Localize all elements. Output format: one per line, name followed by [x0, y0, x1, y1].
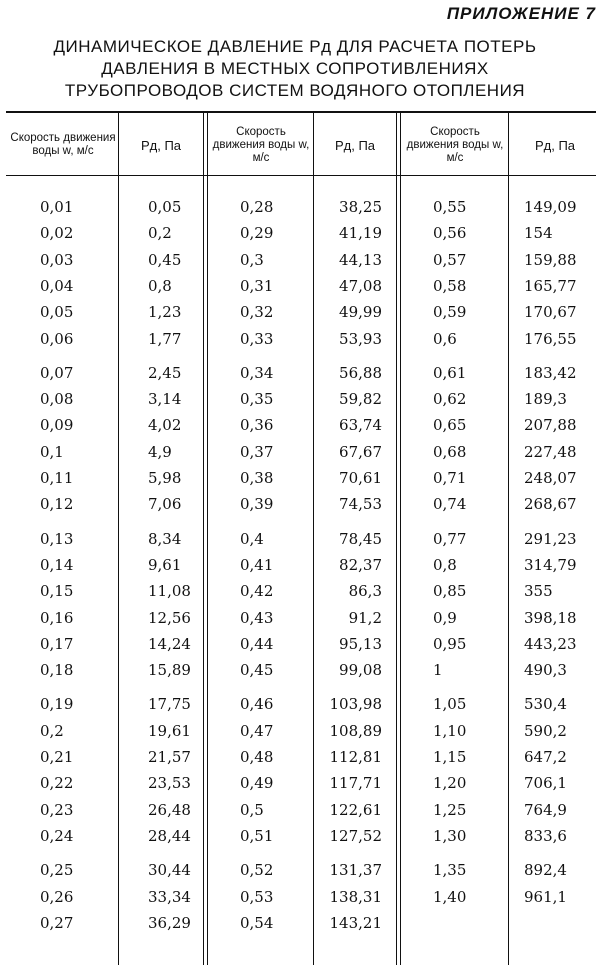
pressure-cell: 12,56: [148, 608, 191, 627]
velocity-cell: 0,31: [240, 276, 274, 295]
velocity-cell: 0,07: [40, 363, 74, 382]
pressure-cell: 108,89: [329, 721, 382, 740]
velocity-cell: 0,24: [40, 826, 74, 845]
pressure-cell: 36,29: [148, 913, 191, 932]
pressure-cell: 443,23: [524, 634, 577, 653]
column-divider: [203, 112, 204, 965]
velocity-cell: 0,54: [240, 913, 274, 932]
pressure-cell: 248,07: [524, 469, 577, 487]
velocity-cell: 0,38: [240, 469, 274, 487]
pressure-cell: 63,74: [339, 416, 382, 435]
velocity-cell: 0,42: [240, 582, 274, 601]
column-divider: [207, 112, 208, 965]
column-divider: [313, 112, 314, 965]
column-divider: [400, 112, 401, 965]
column-divider: [396, 112, 397, 965]
velocity-cell: 0,33: [240, 329, 274, 348]
velocity-cell: 1,30: [433, 826, 467, 845]
velocity-cell: 0,36: [240, 416, 274, 435]
pressure-cell: 7,06: [148, 495, 182, 514]
pressure-cell: 3,14: [148, 390, 182, 409]
pressure-cell: 47,08: [339, 276, 382, 295]
pressure-cell: 49,99: [339, 303, 382, 322]
velocity-cell: 0,62: [433, 390, 467, 409]
velocity-cell: 0,39: [240, 495, 274, 514]
velocity-cell: 0,47: [240, 721, 274, 740]
pressure-cell: 19,61: [148, 721, 191, 740]
pressure-cell: 706,1: [524, 774, 567, 793]
velocity-cell: 0,59: [433, 303, 467, 322]
pressure-cell: 8,34: [148, 529, 182, 548]
velocity-cell: 0,25: [40, 861, 74, 880]
pressure-cell: 74,53: [339, 495, 382, 514]
pressure-cell: 122,61: [329, 800, 382, 819]
velocity-cell: 0,52: [240, 861, 274, 880]
velocity-cell: 0,13: [40, 529, 74, 548]
pressure-cell: 143,21: [329, 913, 382, 932]
pressure-cell: 590,2: [524, 721, 567, 740]
title-line: ТРУБОПРОВОДОВ СИСТЕМ ВОДЯНОГО ОТОПЛЕНИЯ: [64, 81, 526, 100]
pressure-cell: 138,31: [329, 887, 382, 906]
header-velocity-3: Скорость движения воды w, м/с: [406, 125, 504, 164]
velocity-cell: 0,48: [240, 748, 274, 766]
velocity-cell: 0,44: [240, 634, 274, 653]
velocity-cell: 0,8: [433, 555, 457, 574]
title-line: ДАВЛЕНИЯ В МЕСТНЫХ СОПРОТИВЛЕНИЯХ: [101, 59, 489, 78]
pressure-cell: 41,19: [339, 224, 382, 243]
velocity-cell: 0,71: [433, 469, 467, 487]
pressure-cell: 227,48: [524, 442, 577, 461]
pressure-cell: 95,13: [339, 634, 382, 653]
pressure-cell: 149,09: [524, 198, 577, 216]
velocity-cell: 0,29: [240, 224, 274, 243]
velocity-cell: 1,15: [433, 748, 467, 766]
velocity-cell: 1,40: [433, 887, 467, 906]
pressure-cell: 53,93: [339, 329, 382, 348]
pressure-cell: 82,37: [339, 555, 382, 574]
velocity-cell: 0,61: [433, 363, 467, 382]
velocity-cell: 0,04: [40, 276, 74, 295]
velocity-cell: 0,1: [40, 442, 64, 461]
velocity-cell: 0,06: [40, 329, 74, 348]
pressure-cell: 764,9: [524, 800, 567, 819]
pressure-cell: 165,77: [524, 276, 577, 295]
header-velocity-1: Скорость движения воды w, м/с: [10, 132, 116, 157]
pressure-cell: 21,57: [148, 748, 191, 766]
velocity-cell: 0,28: [240, 198, 274, 216]
pressure-cell: 131,37: [329, 861, 382, 880]
header-pressure-2: Pд, Па: [334, 137, 376, 153]
pressure-cell: 5,98: [148, 469, 182, 487]
pressure-cell: 70,61: [339, 469, 382, 487]
velocity-cell: 0,08: [40, 390, 74, 409]
pressure-cell: 4,9: [148, 442, 172, 461]
velocity-cell: 0,41: [240, 555, 274, 574]
pressure-cell: 86,3: [348, 582, 382, 601]
pressure-cell: 892,4: [524, 861, 567, 880]
velocity-cell: 0,02: [40, 224, 74, 243]
velocity-cell: 0,74: [433, 495, 467, 514]
pressure-cell: 15,89: [148, 661, 191, 680]
pressure-cell: 30,44: [148, 861, 191, 880]
pressure-cell: 44,13: [339, 250, 382, 269]
velocity-cell: 0,3: [240, 250, 264, 269]
pressure-cell: 112,81: [329, 748, 382, 766]
pressure-cell: 183,42: [524, 363, 577, 382]
velocity-cell: 0,14: [40, 555, 74, 574]
pressure-cell: 91,2: [348, 608, 382, 627]
velocity-cell: 0,16: [40, 608, 74, 627]
pressure-cell: 207,88: [524, 416, 577, 435]
velocity-cell: 0,55: [433, 198, 467, 216]
pressure-cell: 14,24: [148, 634, 191, 653]
title-line: ДИНАМИЧЕСКОЕ ДАВЛЕНИЕ Pд ДЛЯ РАСЧЕТА ПОТЕРЬ: [53, 37, 537, 56]
velocity-cell: 0,65: [433, 416, 467, 435]
pressure-cell: 103,98: [329, 695, 382, 714]
velocity-cell: 0,4: [240, 529, 264, 548]
pressure-cell: 59,82: [339, 390, 382, 409]
velocity-cell: 0,32: [240, 303, 274, 322]
pressure-cell: 4,02: [148, 416, 182, 435]
pressure-cell: 11,08: [148, 582, 191, 601]
velocity-cell: 0,34: [240, 363, 274, 382]
pressure-cell: 26,48: [148, 800, 191, 819]
pressure-cell: 833,6: [524, 826, 567, 845]
pressure-cell: 530,4: [524, 695, 567, 714]
pressure-cell: 170,67: [524, 303, 577, 322]
pressure-cell: 398,18: [524, 608, 577, 627]
velocity-cell: 0,49: [240, 774, 274, 793]
velocity-cell: 0,9: [433, 608, 457, 627]
header-pressure-3: Pд, Па: [534, 137, 576, 153]
velocity-cell: 0,58: [433, 276, 467, 295]
pressure-cell: 23,53: [148, 774, 191, 793]
pressure-cell: 647,2: [524, 748, 567, 766]
pressure-cell: 0,45: [148, 250, 182, 269]
pressure-cell: 78,45: [339, 529, 382, 548]
pressure-cell: 355: [524, 582, 553, 601]
velocity-cell: 0,15: [40, 582, 74, 601]
pressure-cell: 56,88: [339, 363, 382, 382]
velocity-cell: 0,56: [433, 224, 467, 243]
velocity-cell: 0,85: [433, 582, 467, 601]
velocity-cell: 0,17: [40, 634, 74, 653]
velocity-cell: 0,05: [40, 303, 74, 322]
velocity-cell: 0,53: [240, 887, 274, 906]
velocity-cell: 0,45: [240, 661, 274, 680]
table-title: [0, 36, 590, 102]
pressure-cell: 268,67: [524, 495, 577, 514]
velocity-cell: 0,26: [40, 887, 74, 906]
column-divider: [508, 112, 509, 965]
velocity-cell: 0,09: [40, 416, 74, 435]
appendix-label: ПРИЛОЖЕНИЕ 7: [446, 4, 596, 23]
pressure-cell: 99,08: [339, 661, 382, 680]
velocity-cell: 0,95: [433, 634, 467, 653]
velocity-cell: 0,2: [40, 721, 64, 740]
velocity-cell: 1,25: [433, 800, 467, 819]
pressure-cell: 314,79: [524, 555, 577, 574]
header-pressure-1: Pд, Па: [140, 137, 182, 153]
header-velocity-2: Скорость движения воды w, м/с: [212, 125, 310, 164]
pressure-cell: 0,8: [148, 276, 172, 295]
velocity-cell: 1,20: [433, 774, 467, 793]
velocity-cell: 0,22: [40, 774, 74, 793]
pressure-cell: 2,45: [148, 363, 182, 382]
velocity-cell: 0,6: [433, 329, 457, 348]
velocity-cell: 0,21: [40, 748, 74, 766]
pressure-cell: 9,61: [148, 555, 182, 574]
pressure-cell: 1,77: [148, 329, 182, 348]
velocity-cell: 0,18: [40, 661, 74, 680]
column-divider: [118, 112, 119, 965]
velocity-cell: 0,35: [240, 390, 274, 409]
velocity-cell: 0,43: [240, 608, 274, 627]
velocity-cell: 0,51: [240, 826, 274, 845]
velocity-cell: 0,11: [40, 469, 74, 487]
pressure-cell: 117,71: [329, 774, 382, 793]
velocity-cell: 0,27: [40, 913, 74, 932]
velocity-cell: 0,46: [240, 695, 274, 714]
pressure-cell: 291,23: [524, 529, 577, 548]
velocity-cell: 0,12: [40, 495, 74, 514]
velocity-cell: 1,05: [433, 695, 467, 714]
pressure-cell: 17,75: [148, 695, 191, 714]
pressure-cell: 33,34: [148, 887, 191, 906]
pressure-cell: 189,3: [524, 390, 567, 409]
pressure-cell: 127,52: [329, 826, 382, 845]
pressure-cell: 28,44: [148, 826, 191, 845]
velocity-cell: 0,03: [40, 250, 74, 269]
pressure-cell: 154: [524, 224, 553, 243]
velocity-cell: 1: [433, 661, 443, 680]
pressure-cell: 1,23: [148, 303, 182, 322]
velocity-cell: 0,37: [240, 442, 274, 461]
pressure-cell: 159,88: [524, 250, 577, 269]
velocity-cell: 1,10: [433, 721, 467, 740]
pressure-cell: 38,25: [339, 198, 382, 216]
velocity-cell: 0,57: [433, 250, 467, 269]
velocity-cell: 0,77: [433, 529, 467, 548]
velocity-cell: 0,5: [240, 800, 264, 819]
pressure-cell: 490,3: [524, 661, 567, 680]
velocity-cell: 1,35: [433, 861, 467, 880]
pressure-cell: 0,05: [148, 198, 182, 216]
pressure-cell: 0,2: [148, 224, 172, 243]
velocity-cell: 0,01: [40, 198, 74, 216]
velocity-cell: 0,19: [40, 695, 74, 714]
velocity-cell: 0,23: [40, 800, 74, 819]
pressure-cell: 67,67: [339, 442, 382, 461]
velocity-cell: 0,68: [433, 442, 467, 461]
pressure-cell: 176,55: [524, 329, 577, 348]
pressure-cell: 961,1: [524, 887, 567, 906]
